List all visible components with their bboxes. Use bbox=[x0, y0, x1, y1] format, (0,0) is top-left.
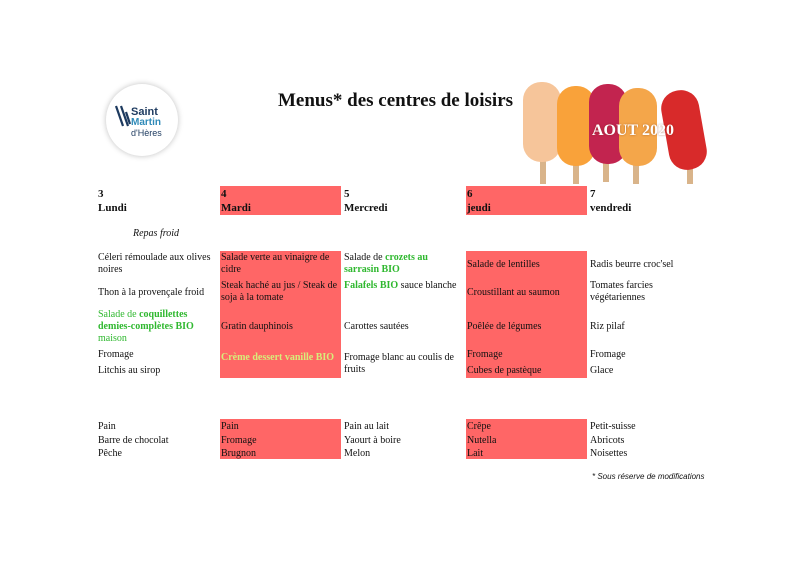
gouter-item: Abricots bbox=[590, 434, 625, 446]
gouter-item: Petit-suisse bbox=[590, 421, 636, 432]
jeudi-dessert: Cubes de pastèque bbox=[467, 365, 542, 376]
mardi-dessert: Crème dessert vanille BIO bbox=[221, 352, 335, 363]
gouter-item: Pêche bbox=[98, 448, 122, 459]
mercredi-plat bbox=[344, 280, 462, 292]
mardi-accompagnement: Gratin dauphinois bbox=[221, 321, 293, 332]
jeudi-laitage: Fromage bbox=[467, 349, 503, 360]
gouter-item: Noisettes bbox=[590, 448, 628, 459]
logo-text-saint: Saint bbox=[131, 106, 158, 118]
mardi-plat: Steak haché au jus / Steak de soja à la tomate bbox=[221, 280, 338, 303]
gouter-item: Pain bbox=[98, 421, 116, 432]
gouter-lundi bbox=[98, 420, 169, 461]
mercredi-entree-pre: Salade de bbox=[344, 252, 386, 263]
gouter-item: Crêpe bbox=[467, 421, 491, 432]
gouter-mercredi bbox=[344, 420, 401, 461]
mercredi-plat-post: sauce blanche bbox=[398, 280, 457, 291]
day-number: 5 bbox=[344, 188, 350, 200]
jeudi-plat: Croustillant au saumon bbox=[467, 287, 560, 298]
logo-text-martin: Martin bbox=[131, 117, 161, 128]
lundi-laitage: Fromage bbox=[98, 349, 134, 360]
logo-mark-icon bbox=[114, 104, 132, 128]
gouter-item: Brugnon bbox=[221, 448, 256, 459]
day-header-lundi bbox=[98, 187, 127, 215]
month-label: AOUT 2020 bbox=[592, 122, 674, 139]
vendredi-plat: Tomates farcies végétariennes bbox=[590, 280, 653, 303]
day-name: vendredi bbox=[590, 202, 632, 214]
vendredi-laitage: Fromage bbox=[590, 349, 626, 360]
lundi-accomp-bio: coquillettes demies-complètes BIO bbox=[98, 309, 194, 332]
day-header-jeudi bbox=[467, 187, 491, 215]
gouter-vendredi bbox=[590, 420, 636, 461]
lundi-dessert: Litchis au sirop bbox=[98, 365, 161, 376]
mercredi-accompagnement: Carottes sautées bbox=[344, 321, 409, 332]
page-title: Menus* des centres de loisirs bbox=[278, 90, 514, 111]
gouter-item: Nutella bbox=[467, 434, 497, 446]
mercredi-entree bbox=[344, 252, 464, 276]
vendredi-accompagnement: Riz pilaf bbox=[590, 321, 625, 332]
day-number: 3 bbox=[98, 188, 104, 200]
day-name: Mercredi bbox=[344, 202, 388, 214]
mardi-entree: Salade verte au vinaigre de cidre bbox=[221, 252, 330, 275]
gouter-item: Lait bbox=[467, 448, 484, 459]
lundi-accomp-post: maison bbox=[98, 333, 127, 344]
mercredi-dessert: Fromage blanc au coulis de fruits bbox=[344, 352, 454, 375]
day-header-mercredi bbox=[344, 187, 388, 215]
lundi-accompagnement bbox=[98, 309, 216, 345]
day-header-mardi bbox=[221, 187, 251, 215]
day-number: 6 bbox=[467, 188, 473, 200]
gouter-item: Fromage bbox=[221, 434, 257, 446]
mercredi-entree-bio: crozets au sarrasin BIO bbox=[344, 252, 428, 275]
day-number: 4 bbox=[221, 188, 227, 200]
jeudi-entree: Salade de lentilles bbox=[467, 259, 540, 270]
gouter-mardi bbox=[221, 420, 257, 461]
jeudi-accompagnement: Poêlée de légumes bbox=[467, 321, 542, 332]
logo-saint-martin-dheres bbox=[106, 84, 178, 156]
vendredi-dessert: Glace bbox=[590, 365, 614, 376]
lundi-entree: Céleri rémoulade aux olives noires bbox=[98, 252, 211, 275]
day-header-vendredi bbox=[590, 187, 631, 215]
gouter-item: Pain au lait bbox=[344, 421, 389, 432]
gouter-item: Barre de chocolat bbox=[98, 434, 169, 446]
footnote: * Sous réserve de modifications bbox=[592, 472, 705, 481]
day-name: Mardi bbox=[221, 202, 251, 214]
gouter-item: Pain bbox=[221, 421, 239, 432]
day-name: Lundi bbox=[98, 202, 127, 214]
gouter-item: Melon bbox=[344, 448, 371, 459]
lundi-accomp-pre: Salade de bbox=[98, 309, 140, 320]
day-name: jeudi bbox=[467, 202, 491, 214]
gouter-jeudi bbox=[467, 420, 496, 461]
lundi-note: Repas froid bbox=[133, 228, 180, 239]
vendredi-entree: Radis beurre croc'sel bbox=[590, 259, 674, 270]
mercredi-plat-bio: Falafels BIO bbox=[344, 280, 399, 291]
logo-text-dheres: d'Hères bbox=[131, 128, 162, 138]
day-number: 7 bbox=[590, 188, 596, 200]
lundi-plat: Thon à la provençale froid bbox=[98, 287, 205, 298]
gouter-item: Yaourt à boire bbox=[344, 434, 401, 446]
